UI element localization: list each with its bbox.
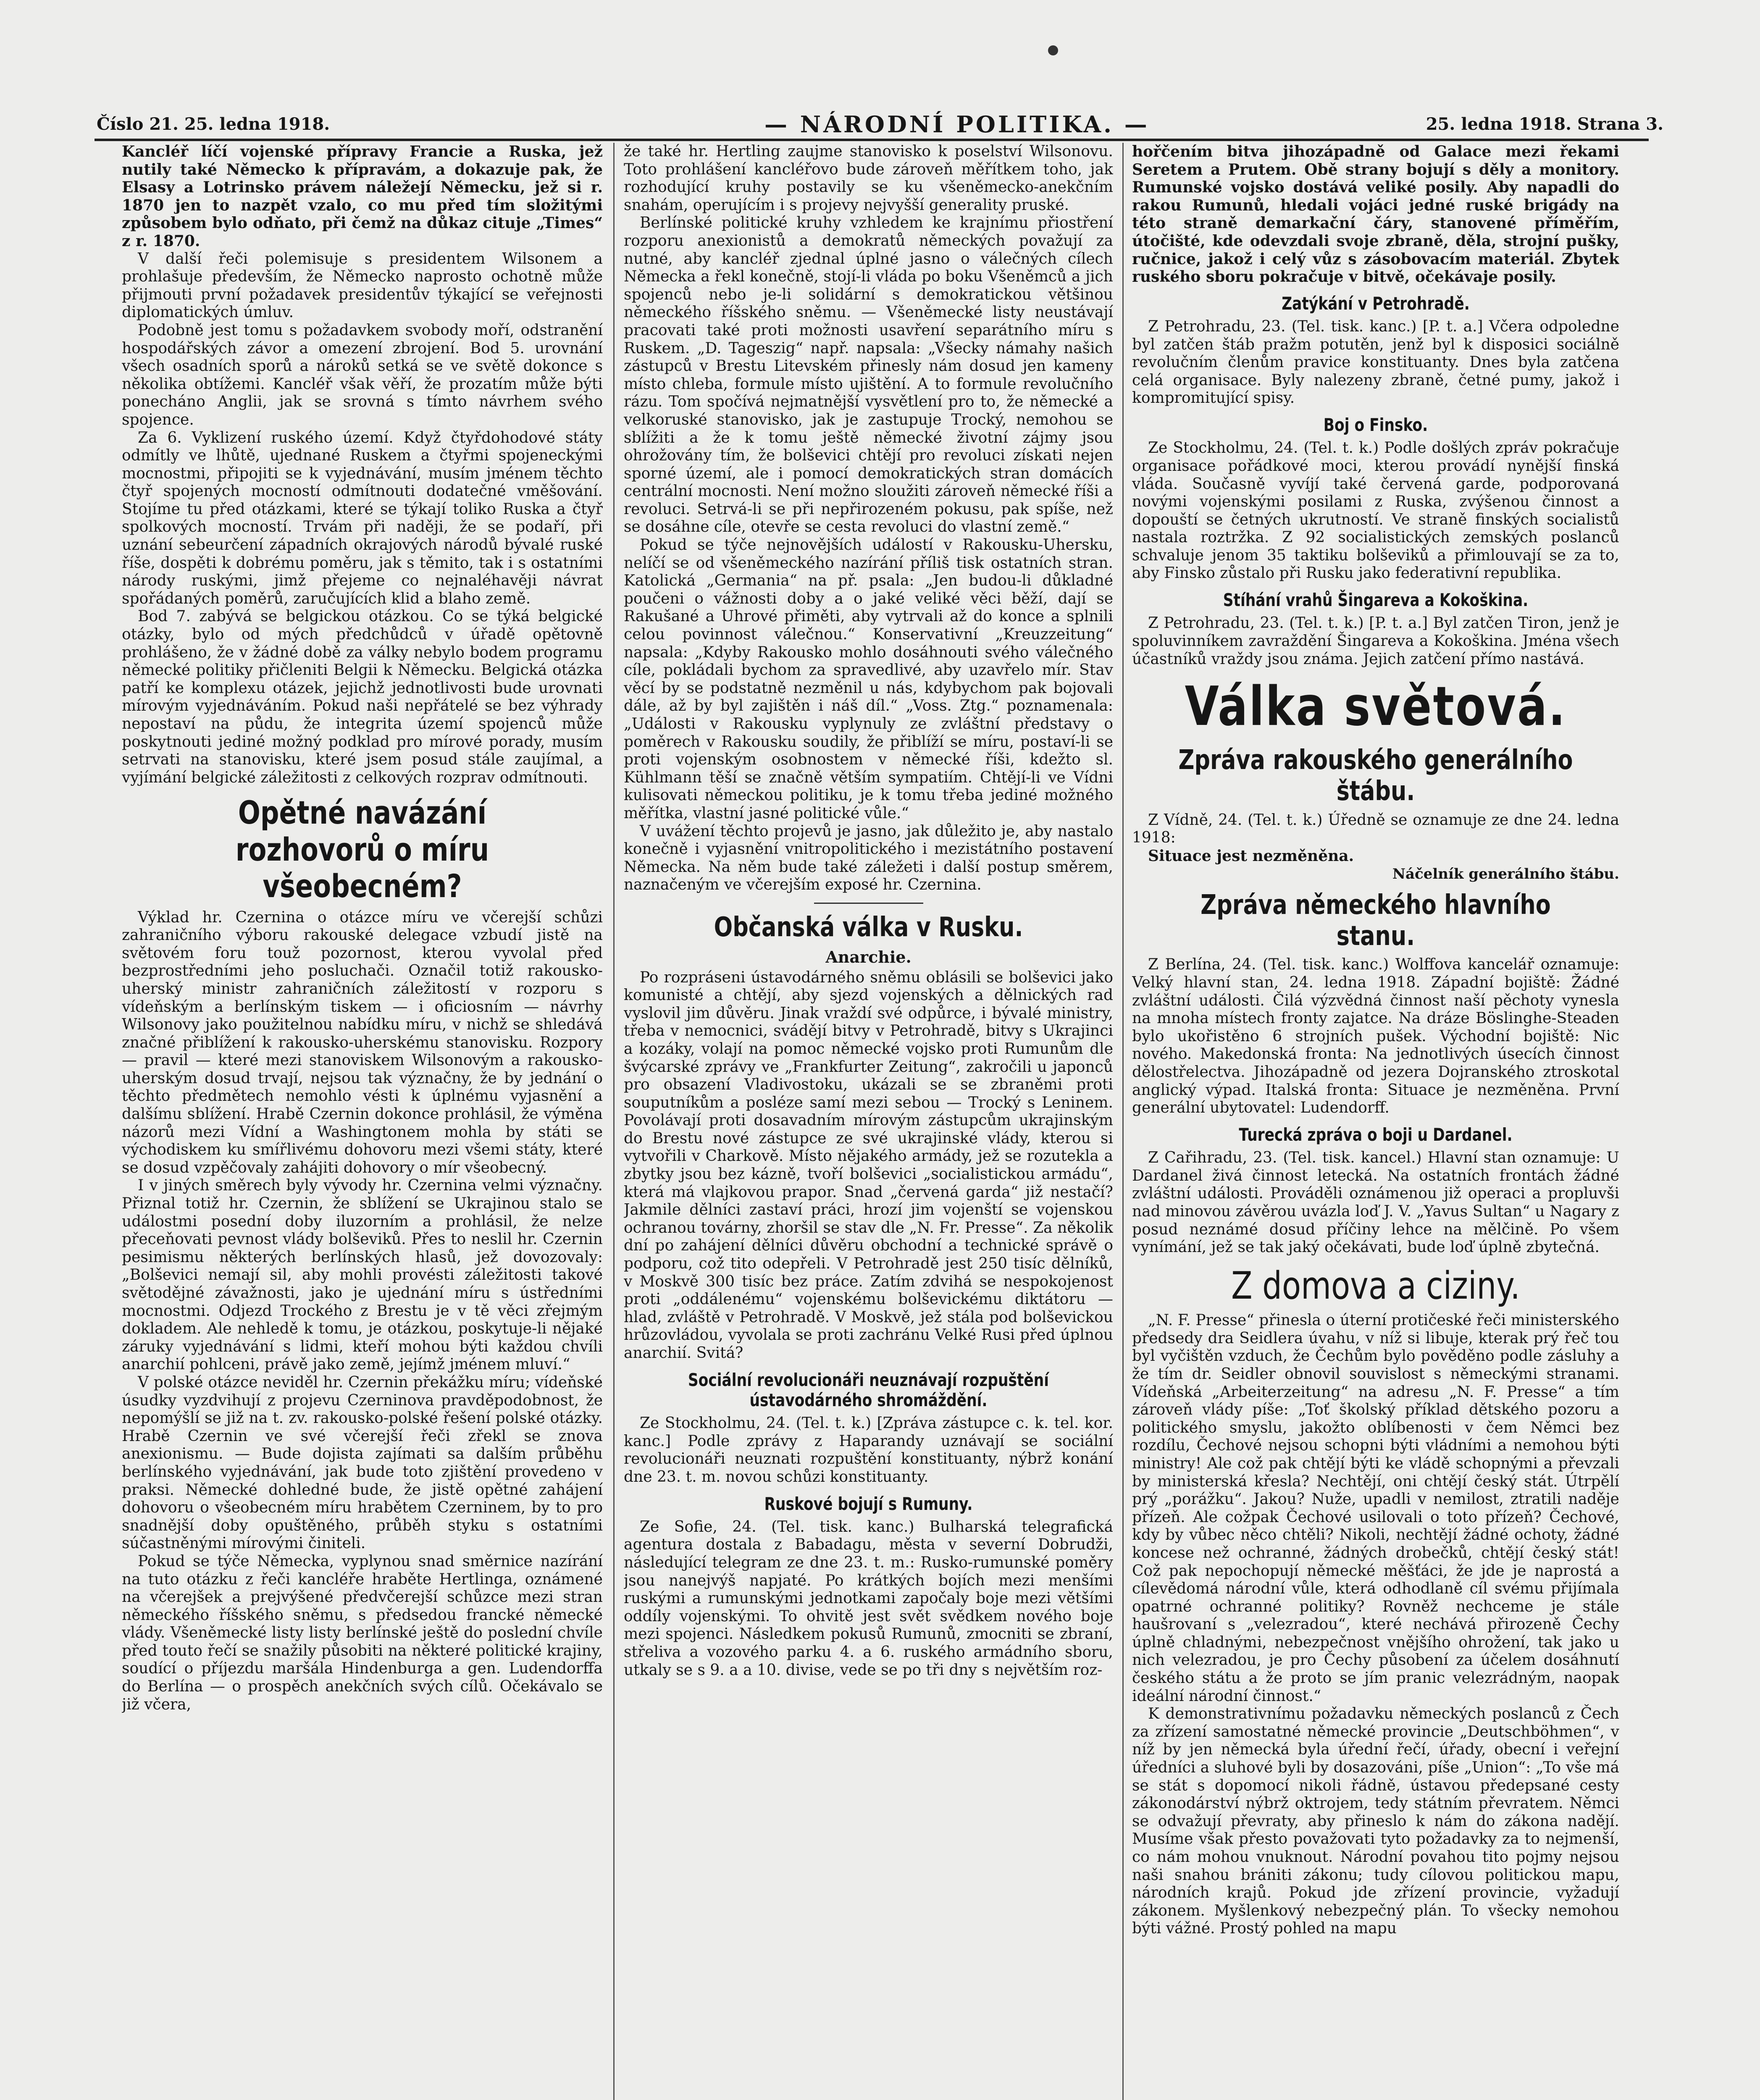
headline-fight-for-finland: Boj o Finsko. [1323, 415, 1428, 436]
article-paragraph: Z Petrohradu, 23. (Tel. tisk. kanc.) [P. t. a.] Včera odpoledne byl zatčen štáb pražm potutěn, jenž byl k disposici sociálně revolučním členům pravice konstituanty. Dnes byla zatčena celá organisace. Byly nalezeny zbraně, četné pumy, jakož i kompromitující spisy. [1132, 318, 1619, 407]
headline-austrian-staff-report: Zpráva rakouského generálního štábu. [1178, 745, 1573, 807]
article-paragraph: Berlínské politické kruhy vzhledem ke krajnímu přiostření rozporu anexionistů a demokratů německých považují za nutné, aby kancléř zjednal úplné jasno o válečných cílech Německa a řekl konečně, stojí-li vláda po boku Všeněmců a jich spojenců nebo je-li solidární s demokratickou většinou německého říšského sněmu. — Všeněmecké listy neustávají pracovati také proti možnosti usavření separátního míru s Ruskem. „D. Tageszig“ např. napsala: „Všecky námahy našich zástupců v Brestu Litevském přinesly nám dosud jen kameny místo chleba, formule místo ujištění. A to formule revolučního rázu. Tom spočívá nejmatnější vysvětlení pro to, že německé a velkoruské stanovisko, jak je zastupuje Trocký, nemohou se sblížiti a že k tomu ještě německé životní zájmy jsou ohrožovány tím, že bolševici chtějí pro revoluci získati nejen sporné území, ale i pomocí demokratických stran domácích centrální mocnosti. Není možno sloužiti zároveň německé říši a revoluci. Setrvá-li se při nepřirozeném pokusu, pak spíše, než se dosáhne cíle, otevře se cesta revoluci do vlastní země.“ [624, 214, 1113, 536]
headline-peace-talks: Opětné navázání rozhovorů o míru všeobecném? [235, 794, 489, 905]
column-1 [122, 143, 603, 2100]
headline-civil-war-russia: Občanská válka v Rusku. [714, 911, 1023, 943]
article-paragraph: V uvážení těchto projevů je jasno, jak důležito je, aby nastalo konečně i vyjasnění vnitropolitického i mezistátního postavení Německa. Na něm bude také záležeti i další postup směrem, naznačeným ve včerejším exposé hr. Czernina. [624, 822, 1113, 894]
article-paragraph: hořčením bitva jihozápadně od Galace mezi řekami Seretem a Prutem. Obě strany bojují s děly a monitory. Rumunské vojsko dostává veliké posily. Aby napadli do rakou Rumunů, hledali vojáci jedné ruské brigády na této straně demarkační čáry, stanovené příměřím, útočišté, kde odevzdali svoje zbraně, děla, strojní pušky, ručnice, jakož i celý vůz s zásobovacím materiál. Zbytek ruského sboru pokračuje v bitvě, očekávaje posily. [1132, 143, 1619, 286]
article-paragraph: K demonstrativnímu požadavku německých poslanců z Čech za zřízení samostatné německé provincie „Deutschböhmen“, v níž by jen německá byla úřední řečí, úřady, obecní i veřejní úředníci a sluhové byli by dosazováni, píše „Union“: „To vše má se stát s dopomocí nikoli řádně, ústavou předepsané cesty zákonodárství nýbrž oktrojem, tedy státním převratem. Němci se odvažují převraty, aby přineslo k nám do zákona nadějí. Musíme však přesto považovati tyto požadavky za to nejmenší, co nám mohou vnuknout. Národní povahou tito pojmy nejsou naši snahou brániti zákonu; tudy cílovou politickou mapu, národních krajů. Pokud jde zřízení provincie, vyžadují zákonem. Myšlenkový nebezpečný plán. To všecky nemohou býti vážné. Prostý pohled na mapu [1132, 1705, 1619, 1937]
headline-social-revolutionaries: Sociální revolucionáři neuznávají rozpuštění ústavodárného shromáždění. [688, 1369, 1049, 1410]
headline-german-hq-report: Zpráva německého hlavního stanu. [1200, 890, 1551, 952]
article-paragraph: „N. F. Presse“ přinesla o úterní protičeské řeči ministerského předsedy dra Seidlera úvahu, v níž si libuje, kterak prý řeč tou byl vyčištěn vzduch, že Čechům bylo pověděno podle zásluhy a že tím dr. Seidler obnovil souvislost s německými stranami. Vídeňská „Arbeiterzeitung“ na adresu „N. F. Presse“ a tím zároveň vlády píše: „Toť školský příklad dětského pozoru a politického smyslu, jakožto oblíbenosti v čem Němci bez rozdílu, Čechové nejsou schopni býti vládními a nemohou býti ministry! Ale což pak chtějí býti ke vládě schopnými a převzali by ministerská křesla? Nechtějí, oni chtějí český stát. Útrpělí prý „porážku“. Jakou? Nuže, upadli v nemilost, ztratili naděje přízeň. Ale cožpak Čechové usilovali o toto přízeň? Čechové, kdy by vůbec něco chtěli? Nikoli, nechtějí žádné ochoty, žádné koncese než ochranné, žádných drobečků, chtějí český stát! Což pak nepochopují německé měšťáci, že jde je naprostá a cílevědomá národní vůle, která odhodlaně cíl svému přijímala opatrné ochranné politiky? Rovněž nechceme je stále haušrovaní s „velezradou“, které nechává přirozeně Čechy úplně chladnými, nebezpečnost vnějšího ohrožení, tak jako u nich velezradou, je pro Čechy působení za účelem dosáhnutí českého státu a že proto se jím pranic velezrádným, naopak ideální národní činnost.“ [1132, 1312, 1619, 1705]
column-2 [624, 143, 1113, 2100]
ink-spot [1048, 45, 1058, 55]
column-3 [1132, 143, 1619, 2100]
date-page-number: 25. ledna 1918. Strana 3. [1426, 114, 1663, 134]
article-paragraph: Situace jest nezměněna. [1148, 847, 1354, 865]
article-paragraph: Z Petrohradu, 23. (Tel. t. k.) [P. t. a.] Byl zatčen Tiron, jenž je spoluvinníkem zavraždění Šingareva a Kokoškina. Jména všech účastníků vraždy jsou známa. Jejich zatčení přímo nastává. [1132, 614, 1619, 668]
headline-murderers-pursuit: Stíhání vrahů Šingareva a Kokoškina. [1223, 590, 1529, 611]
article-paragraph: Z Berlína, 24. (Tel. tisk. kanc.) Wolffova kancelář oznamuje: Velký hlavní stan, 24. ledna 1918. Západní bojiště: Žádné zvláštní události. Čilá výzvědná činnost naší pěchoty vynesla na mnoha místech fronty zajatce. Na dráze Böslinghe-Steaden bylo ukořistěno 6 strojních pušek. Východní bojiště: Nic nového. Makedonská fronta: Na jednotlivých úsecích činnost dělostřelectva. Jihozápadně od jezera Dojranského ztroskotal anglický výpad. Italská fronta: Situace je nezměněna. První generální ubytovatel: Ludendorff. [1132, 956, 1619, 1117]
subheadline-anarchy: Anarchie. [825, 947, 912, 966]
article-paragraph: Bod 7. zabývá se belgickou otázkou. Co se týká belgické otázky, bylo od mých předchůdců v úřadě opětovně prohlášeno, že v žádné době za války nebylo bodem programu německé politiky přičleniti Belgii k Německu. Belgická otázka patří ke komplexu otázek, jejichž jednotlivosti bude urovnati mírovým vyjednáváním. Pokud naši nepřátelé se bez výhrady nepostaví na půdu, že integrita území spojenců může poskytnouti jediné možný podklad pro mírové porady, musím setrvati na stanovisku, které jsem posud stále zaujímal, a vyjímání belgické záležitosti z celkových rozprav odmítnouti. [122, 608, 603, 786]
article-paragraph: Pokud se týče Německa, vyplynou snad směrnice nazírání na tuto otázku z řeči kancléře hraběte Hertlinga, oznámené na včerejšek a prejvýšené předvčerejší schůzce mezi stran německého říšského sněmu, s předsedou francké německé vlády. Všeněmecké listy listy berlínské ještě do poslední chvíle před touto řečí se snažily působiti na některé politické krajiny, soudící o příjezdu maršála Hindenburga a gen. Ludendorffa do Berlína — o prospěch anekčních svých cílů. Očekávalo se již včera, [122, 1552, 603, 1713]
article-paragraph: Z Cařihradu, 23. (Tel. tisk. kancel.) Hlavní stan oznamuje: U Dardanel živá činnost letecká. Na ostatních frontách žádné zvláštní události. Prováděli oznámenou již operaci a propluvši nad minovou závěrou uvázla loď J. V. „Yavus Sultan“ u Nagary z posud neznámé dosud příčiny lehce na mělčině. Po všem vynímání, jež se tak jaký očekávati, bude loď úplně zbytečná. [1132, 1149, 1619, 1256]
article-paragraph: Ze Stockholmu, 24. (Tel. t. k.) Podle došlých zpráv pokračuje organisace pořádkové moci, kterou provádí nynější finská vláda. Současně vyvíjí také červená garde, podporovaná novými vojenskými posilami z Ruska, zvýšenou činnost a dopouští se četných ukrutností. Ve straně finských socialistů nastala roztržka. Z 92 socialistických zemských poslanců schvaluje jenom 35 taktiku bolševiků a přimlouvají se za to, aby Finsko zůstalo při Rusku jako federativní republika. [1132, 439, 1619, 582]
headline-russians-fight-romanians: Ruskové bojují s Rumuny. [764, 1493, 973, 1514]
issue-number-date: Číslo 21. 25. ledna 1918. [97, 114, 330, 134]
article-paragraph: Ze Stockholmu, 24. (Tel. t. k.) [Zpráva zástupce c. k. tel. kor. kanc.] Podle zprávy z Haparandy uznávají se sociální revolucionáři neuznati rozpuštění konstituanty, nýbrž konání dne 23. t. m. novou schůzi konstituanty. [624, 1415, 1113, 1486]
article-paragraph: Kancléř líčí vojenské přípravy Francie a Ruska, jež nutily také Německo k přípravám, a dokazuje pak, že Elsasy a Lotrinsko právem náležejí Německu, jež si r. 1870 jen to nazpět vzalo, co mu před tím složitými způsobem bylo odňato, při čemž na důkaz cituje „Times“ z r. 1870. [122, 143, 603, 250]
column-divider-1 [613, 143, 615, 2100]
page-header [92, 108, 1668, 138]
article-paragraph: Pokud se týče nejnovějších událostí v Rakousku-Uhersku, nelíčí se od všeněmeckého nazírání příliš tisk ostatních stran. Katolická „Germania“ na př. psala: „Jen budou-li důkladné poučeni o vážnosti doby a o jaké veliké věci běží, dají se Rakušané a Uhrové přiměti, aby vytrvali až do konce a splnili celou povinnost válečnou.“ Konservativní „Kreuzzeitung“ napsala: „Kdyby Rakousko mohlo dosáhnouti svého válečného cíle, pokládali bychom za spravedlivé, aby uzavřelo mír. Stav věcí by se podstatně nezměnil u nás, kdybychom pak bojovali dále, až by byl zajištěn i náš díl.“ „Voss. Ztg.“ poznamenala: „Události v Rakousku vyplynuly ze zvláštní představy o poměrech v Rakousku soudily, že přiblíží se míru, postaví-li se proti vojenským osobnostem v německé říši, kdežto sl. Kühlmann těší se značně větším sympatiím. Chtějí-li ve Vídni kulisovati německou politiku, je k tomu třeba jediné možného měřítka, vlastní jasné politické vůle.“ [624, 536, 1113, 822]
article-paragraph: Výklad hr. Czernina o otázce míru ve včerejší schůzi zahraničního výboru rakouské delegace vzbudí jistě na světovém foru touž pozornost, kterou vyvolal před bezprostředními jeho posluchači. Označil totiž rakousko-uherský ministr zahraničních záležitostí v rozporu s vídeňským a berlínským tiskem — i oficiosním — návrhy Wilsonovy jako použitelnou nabídku míru, v nichž se shledává značné přiblížení k rakousko-uherskému stanovisku. Rozpory — pravil — které mezi stanoviskem Wilsonovým a rakousko-uherským dosud trvají, nejsou tak význačny, že by jednání o těchto předmětech nemohlo vésti k úplnému vyjasnění a dalšímu sblížení. Hrabě Czernin dokonce prohlásil, že výměna názorů mezi Vídní a Washingtonem mohla by státi se východiskem ku smířlivému dohovoru mezi všemi státy, které se dosud vzpěčovaly zahájiti dohovory o mír všeobecný. [122, 908, 603, 1176]
article-paragraph: Z Vídně, 24. (Tel. t. k.) Úředně se oznamuje ze dne 24. ledna 1918: [1132, 811, 1619, 847]
signature-chief-of-staff: Náčelník generálního štábu. [1392, 866, 1619, 883]
column-divider-2 [1122, 143, 1124, 2100]
article-paragraph: Za 6. Vyklizení ruského území. Když čtyřdohodové státy odmítly ve lhůtě, ujednané Ruskem a čtyřmi spojeneckými mocnostmi, připojiti se k vyjednávání, musím jménem těchto čtyř spojených mocností odmítnouti dodatečné vměšování. Stojíme tu před otázkami, které se týkají toliko Ruska a čtyř spolkových mocností. Trvám při naději, že se podaří, při uznání sebeurčení západních okrajových národů bývalé ruské říše, dospěti k dobrému poměru, jak s těmito, tak i s ostatními národy ruskými, jimž přejeme co nejnaléhavěji návrat spořádaných poměrů, zaručujících klid a blaho země. [122, 429, 603, 607]
article-paragraph: V další řeči polemisuje s presidentem Wilsonem a prohlašuje především, že Německo naprosto ochotně může přijmouti první požadavek presidentův týkající se veřejnosti diplomatických úmluv. [122, 250, 603, 321]
headline-turkish-report: Turecká zpráva o boji u Dardanel. [1239, 1124, 1513, 1145]
headline-home-and-abroad: Z domova a ciziny. [1231, 1263, 1520, 1308]
article-paragraph: Podobně jest tomu s požadavkem svobody moří, odstranění hospodářských závor a omezení zbrojení. Bod 5. urovnání všech osadních sporů a nároků setká se ve světě dokonce s několika obtížemi. Kancléř však věří, že prozatím může býti ponecháno Anglii, jak se srovná s tímto návrhem svého spojence. [122, 321, 603, 428]
article-paragraph: že také hr. Hertling zaujme stanovisko k poselství Wilsonovu. Toto prohlášení kancléřovo bude zároveň měřítkem toho, jak rozhodující kruhy postavily se ku všeněmecko-anekčním snahám, operujícím i s projevy nejvyšší generality pruské. [624, 143, 1113, 214]
section-rule [814, 903, 923, 904]
masthead-title: — NÁRODNÍ POLITIKA. — [764, 111, 1150, 138]
article-paragraph: Ze Sofie, 24. (Tel. tisk. kanc.) Bulharská telegrafická agentura dostala z Babadagu, města v severní Dobrudži, následující telegram ze dne 23. t. m.: Rusko-rumunské poměry jsou nanejvýš napjaté. Po krátkých bojích mezi menšími ruskými a rumunskými jednotkami započaly boje mezi většími oddíly vojenskými. To ohvitě jest svět svědkem nového boje mezi spojenci. Následkem pokusů Rumunů, zmocniti se zbraní, střeliva a vozového parku 4. a 6. ruského armádního sboru, utkaly se s 9. a a 10. divise, vede se po tři dny s největším roz- [624, 1518, 1113, 1679]
headline-arrests-petrograd: Zatýkání v Petrohradě. [1282, 293, 1470, 314]
header-rule [95, 139, 1649, 141]
article-paragraph: Po rozpráseni ústavodárného sněmu oblásili se bolševici jako komunisté a chtějí, aby sjezd vojenských a dělnických rad vyslovil jim důvěru. Jinak vraždí své odpůrce, i bývalé ministry, třeba v nemocnici, svádějí bitvy v Petrohradě, bitvy s Ukrajinci a kozáky, volají na pomoc německé vojsko proti Rumunům dle švýcarské zprávy ve „Frankfurter Zeitung“, zakročili u japonců pro obsazení Vladivostoku, ukázali se se zbraněmi proti souputníkům a posléze samí mezi sebou — Trocký s Leninem. Povolávají proti dosavadním mírovým zástupcům ukrajinským do Brestu nové zástupce ze své ukrajinské vlády, kterou si vytvořili v Charkově. Místo nějakého armády, jež se rozutekla a zbytky jsou bez kázně, tvoří bolševici „socialistickou armádu“, která má vlajkovou prapor. Snad „červená garda“ již nestačí? Jakmile dělníci zastaví práci, hrozí jim vojenští se vojenskou ochranou továrny, zhoršil se stav dle „N. Fr. Presse“. Za několik dní po zahájení dělníci důvěru obchodní a technické správě o podporu, což tito odepřeli. V Petrohradě jest 250 tisíc dělníků, v Moskvě 300 tisíc bez práce. Zatím zdvihá se nespokojenost proti „oddálenému“ vojenskému bolševickému diktátoru — hlad, zvláště v Petrohradě. V Moskvě, jež stála pod bolševickou hrůzovládou, vyvolala se proti zachránu Velké Rusi před úplnou anarchií. Svitá? [624, 969, 1113, 1362]
article-paragraph: V polské otázce neviděl hr. Czernin překážku míru; vídeňské úsudky vyzdvihují z projevu Czerninova pravděpodobnost, že nepomýšlí se již na t. zv. rakousko-polské řešení polské otázky. Hrabě Czernin ve své včerejší řeči zřekl se znova anexionismu. — Bude dojista zajímati sa dalším průběhu berlínského vyjednávání, jak bude toto zjištění provedeno v praksi. Německé dohledné bude, že jistě opětné zahájení dohovoru o všeobecném míru hrabětem Czerninem, by to pro snadnější doby opuštěného, průběh styku s ostatními súčastněnými mírovými činiteli. [122, 1373, 603, 1552]
headline-world-war: Válka světová. [1185, 675, 1567, 738]
article-paragraph: I v jiných směrech byly vývody hr. Czernina velmi význačny. Přiznal totiž hr. Czernin, že sblížení se Ukrajinou stalo se událostmi posední doby iluzorním a prohlásil, že nelze přeceňovati pevnost vlády bolševiků. Přes to neslil hr. Czernin pesimismu některých berlínských hlasů, jež dovozovaly: „Bolševici nemají sil, aby mohli provésti záležitosti takové světodějné závažnosti, jako je ujednání míru s ústředními mocnostmi. Odjezd Trockého z Brestu je v tě věci zřejmým dokladem. Ale nehledě k tomu, je otázkou, poskytuje-li nějaké záruky vyjednávání s lidmi, kteří mohou býti každou chvíli anarchií pohlceni, právě jako země, jejímž jménem mluví.“ [122, 1177, 603, 1373]
